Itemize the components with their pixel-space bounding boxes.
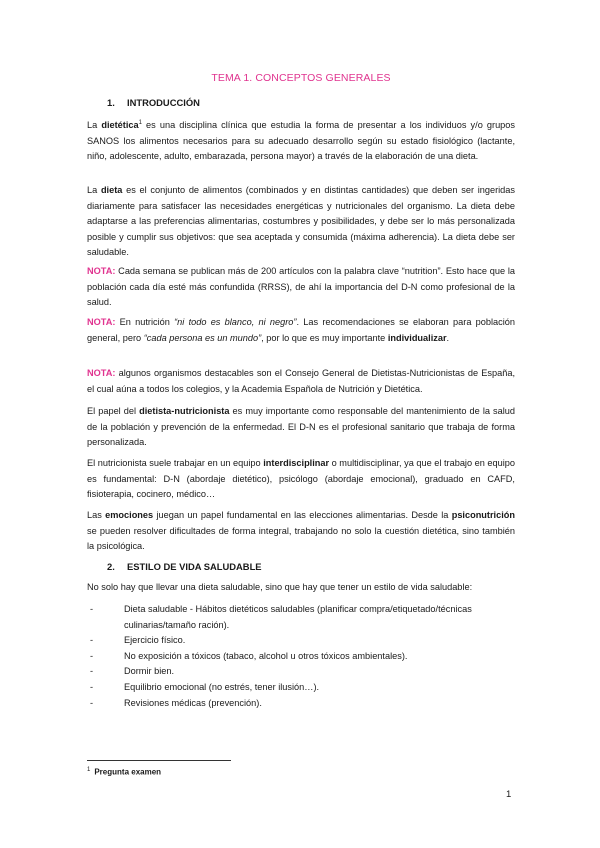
section-title: ESTILO DE VIDA SALUDABLE bbox=[127, 561, 262, 572]
section-number: 2. bbox=[107, 561, 115, 572]
bullet-marker: - bbox=[90, 681, 94, 692]
text-run: o multidisciplinar, ya que el trabajo en equipo es fundamental: D-N (abordaje dietético), psicólogo (abordaje emocional), graduado en CAFD, fisioterapia, cocinero, médico… bbox=[87, 458, 516, 500]
text-run: La bbox=[87, 120, 102, 131]
footnote-ref: 1 bbox=[138, 120, 142, 126]
list-item-text: Dieta saludable - Hábitos dietéticos saludables (planificar compra/etiquetado/técnicas culinarias/tamaño ración). bbox=[124, 604, 472, 630]
text-run: juegan un papel fundamental en las elecciones alimentarias. Desde la bbox=[153, 510, 452, 520]
term-dietetica: dietética bbox=[101, 120, 139, 131]
term-dietista-nutricionista: dietista-nutricionista bbox=[139, 406, 230, 416]
paragraph-estilo-intro: No solo hay que llevar una dieta saludable, sino que hay que tener un estilo de vida saludable: bbox=[87, 582, 473, 592]
nota-paragraph-3 bbox=[87, 366, 515, 397]
footnote-divider bbox=[87, 760, 231, 761]
list-item-text: Revisiones médicas (prevención). bbox=[124, 697, 262, 708]
italic-quote: “cada persona es un mundo” bbox=[143, 332, 262, 343]
text-run: es el conjunto de alimentos (combinados y en distintas cantidades) que deben ser ingeridas diariamente para satisfacer las necesidades energéticas y nutricionales del organismo. La dieta debe adaptarse a las preferencias alimentarias, costumbres y posibilidades, y debe ser lo más personalizada posible y cumplir sus objetivos: que sea aceptada y consumida (máxima adherencia). La dieta debe ser saludable. bbox=[87, 185, 515, 258]
list-item-text: Dormir bien. bbox=[124, 666, 175, 677]
paragraph-interdisciplinar bbox=[87, 456, 515, 503]
list-item bbox=[87, 680, 515, 696]
term-individualizar: individualizar bbox=[387, 332, 447, 343]
section-number: 1. bbox=[107, 97, 115, 108]
list-item bbox=[87, 602, 515, 633]
text-run: Cada semana se publican más de 200 artículos con la palabra clave “nutrition”. Esto hace que la población cada día esté más confundida (RRSS), de ahí la importancia del D-N como profesional de la salud. bbox=[87, 266, 515, 308]
list-item bbox=[87, 664, 515, 680]
paragraph-dietetica bbox=[87, 116, 515, 165]
italic-quote: “ni todo es blanco, ni negro” bbox=[174, 317, 297, 327]
text-run: se pueden resolver dificultades de forma integral, trabajando no solo la cuestión dietética, sino también la psicológica. bbox=[87, 525, 515, 552]
paragraph-dieta bbox=[87, 183, 515, 261]
list-item bbox=[87, 633, 515, 649]
section-heading-introduccion bbox=[107, 97, 200, 108]
section-title: INTRODUCCIÓN bbox=[127, 97, 200, 108]
nota-label: NOTA: bbox=[87, 266, 116, 276]
page-number: 1 bbox=[506, 789, 512, 800]
nota-paragraph-1 bbox=[87, 264, 515, 311]
text-run: El papel del bbox=[87, 406, 140, 416]
text-run: es muy importante como responsable del mantenimiento de la salud de la población y prevención de la enfermedad. El D-N es el profesional sanitario que trabaja de forma personalizada. bbox=[87, 406, 515, 448]
text-run: Las bbox=[87, 510, 106, 520]
bullet-marker: - bbox=[90, 697, 94, 708]
list-item-text: No exposición a tóxicos (tabaco, alcohol u otros tóxicos ambientales). bbox=[124, 650, 408, 661]
list-item-text: Ejercicio físico. bbox=[124, 635, 186, 646]
bullet-marker: - bbox=[90, 635, 94, 646]
term-interdisciplinar: interdisciplinar bbox=[263, 458, 330, 468]
bullet-marker: - bbox=[90, 604, 94, 614]
section-heading-estilo-de-vida bbox=[107, 561, 262, 572]
text-run: El nutricionista suele trabajar en un equipo bbox=[87, 458, 264, 468]
text-run: En nutrición bbox=[115, 317, 175, 327]
footnote bbox=[87, 767, 161, 777]
term-dieta: dieta bbox=[100, 185, 123, 195]
bullet-marker: - bbox=[90, 650, 94, 661]
text-run: algunos organismos destacables son el Consejo General de Dietistas-Nutricionistas de España, el cual aúna a todos los colegios, y la Academia Española de Nutrición y Dietética. bbox=[87, 368, 515, 394]
term-emociones: emociones bbox=[105, 510, 154, 520]
text-run: es una disciplina clínica que estudia la forma de presentar a los individuos y/o grupos SANOS los alimentos necesarios para su adecuado desarrollo según su estado fisiológico (lactante, niño, adolescente, adulto, embarazada, persona mayor) a través de la elaboración de una dieta. bbox=[87, 120, 515, 162]
list-item-text: Equilibrio emocional (no estrés, tener ilusión…). bbox=[124, 681, 320, 692]
paragraph-emociones bbox=[87, 508, 515, 555]
nota-label: NOTA: bbox=[87, 317, 116, 327]
bullet-list bbox=[87, 602, 515, 711]
text-run: . bbox=[446, 332, 450, 343]
text-run: , por lo que es muy importante bbox=[261, 332, 388, 343]
footnote-number: 1 bbox=[87, 767, 91, 773]
paragraph-dietista bbox=[87, 404, 515, 451]
list-item bbox=[87, 696, 515, 712]
nota-label: NOTA: bbox=[87, 368, 116, 378]
list-item bbox=[87, 649, 515, 665]
page-title: TEMA 1. CONCEPTOS GENERALES bbox=[211, 72, 391, 84]
bullet-marker: - bbox=[90, 666, 94, 677]
footnote-text: Pregunta examen bbox=[94, 767, 162, 777]
term-psiconutricion: psiconutrición bbox=[451, 510, 515, 520]
text-run: . Las recomendaciones se elaboran para población general, pero bbox=[87, 317, 516, 343]
nota-paragraph-2 bbox=[87, 315, 515, 346]
text-run: La bbox=[87, 185, 101, 195]
